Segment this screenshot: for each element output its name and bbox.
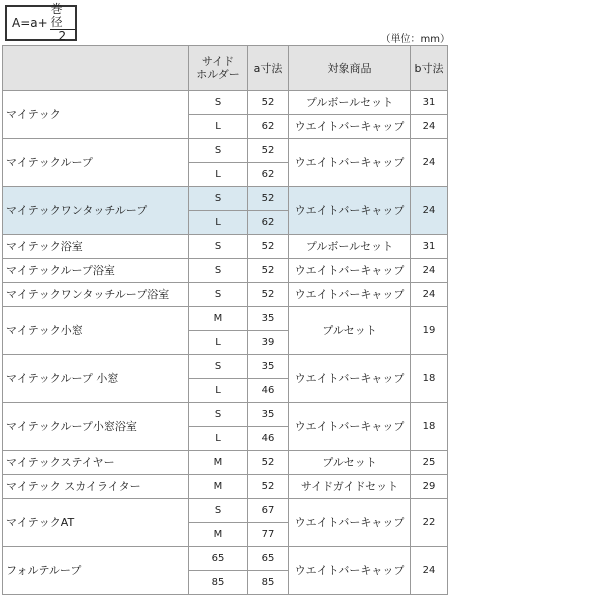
product-series-name: フォルテループ bbox=[3, 547, 189, 595]
b-dimension: 31 bbox=[411, 235, 448, 259]
a-dimension: 52 bbox=[248, 475, 289, 499]
target-product: ウエイトバーキャップ bbox=[289, 547, 411, 595]
product-series-name: マイテックループ 小窓 bbox=[3, 355, 189, 403]
table-row bbox=[3, 259, 448, 283]
a-dimension: 52 bbox=[248, 259, 289, 283]
b-dimension: 19 bbox=[411, 307, 448, 355]
a-dimension: 35 bbox=[248, 355, 289, 379]
b-dimension: 24 bbox=[411, 139, 448, 187]
a-dimension: 62 bbox=[248, 115, 289, 139]
a-dimension: 46 bbox=[248, 427, 289, 451]
target-product: プルボールセット bbox=[289, 235, 411, 259]
a-dimension: 52 bbox=[248, 91, 289, 115]
holder-size: L bbox=[189, 427, 248, 451]
a-dimension: 85 bbox=[248, 571, 289, 595]
a-dimension: 65 bbox=[248, 547, 289, 571]
header-product: 対象商品 bbox=[289, 46, 411, 91]
a-dimension: 39 bbox=[248, 331, 289, 355]
holder-size: M bbox=[189, 523, 248, 547]
a-dimension: 67 bbox=[248, 499, 289, 523]
b-dimension: 24 bbox=[411, 115, 448, 139]
target-product: ウエイトバーキャップ bbox=[289, 499, 411, 547]
product-series-name: マイテックステイヤー bbox=[3, 451, 189, 475]
b-dimension: 24 bbox=[411, 283, 448, 307]
product-series-name: マイテックループ浴室 bbox=[3, 259, 189, 283]
b-dimension: 25 bbox=[411, 451, 448, 475]
product-series-name: マイテック スカイライター bbox=[3, 475, 189, 499]
a-dimension: 52 bbox=[248, 139, 289, 163]
a-dimension: 35 bbox=[248, 307, 289, 331]
holder-size: L bbox=[189, 115, 248, 139]
table-row bbox=[3, 91, 448, 115]
b-dimension: 18 bbox=[411, 403, 448, 451]
target-product: ウエイトバーキャップ bbox=[289, 139, 411, 187]
a-dimension: 52 bbox=[248, 451, 289, 475]
table-row bbox=[3, 499, 448, 523]
target-product: サイドガイドセット bbox=[289, 475, 411, 499]
table-row bbox=[3, 547, 448, 571]
table-row bbox=[3, 139, 448, 163]
table-row bbox=[3, 403, 448, 427]
table-row bbox=[3, 187, 448, 211]
header-holder: サイド ホルダー bbox=[189, 46, 248, 91]
target-product: ウエイトバーキャップ bbox=[289, 283, 411, 307]
product-series-name: マイテックループ bbox=[3, 139, 189, 187]
a-dimension: 62 bbox=[248, 163, 289, 187]
holder-size: L bbox=[189, 163, 248, 187]
holder-size: S bbox=[189, 91, 248, 115]
product-series-name: マイテックワンタッチループ浴室 bbox=[3, 283, 189, 307]
b-dimension: 31 bbox=[411, 91, 448, 115]
dimension-table bbox=[2, 45, 448, 595]
header-b: b寸法 bbox=[411, 46, 448, 91]
a-dimension: 62 bbox=[248, 211, 289, 235]
formula-denominator: 2 bbox=[58, 29, 67, 43]
product-series-name: マイテック浴室 bbox=[3, 235, 189, 259]
table-row bbox=[3, 475, 448, 499]
a-dimension: 52 bbox=[248, 187, 289, 211]
header-name bbox=[3, 46, 189, 91]
formula-fraction bbox=[50, 3, 75, 43]
b-dimension: 24 bbox=[411, 187, 448, 235]
holder-size: S bbox=[189, 403, 248, 427]
target-product: ウエイトバーキャップ bbox=[289, 187, 411, 235]
table-row bbox=[3, 235, 448, 259]
holder-size: M bbox=[189, 475, 248, 499]
holder-size: S bbox=[189, 355, 248, 379]
target-product: ウエイトバーキャップ bbox=[289, 403, 411, 451]
product-series-name: マイテック小窓 bbox=[3, 307, 189, 355]
product-series-name: マイテックループ小窓浴室 bbox=[3, 403, 189, 451]
target-product: ウエイトバーキャップ bbox=[289, 259, 411, 283]
holder-size: S bbox=[189, 235, 248, 259]
formula-lhs: A=a+ bbox=[12, 16, 48, 30]
b-dimension: 24 bbox=[411, 259, 448, 283]
a-dimension: 52 bbox=[248, 283, 289, 307]
holder-size: S bbox=[189, 499, 248, 523]
b-dimension: 24 bbox=[411, 547, 448, 595]
table-row bbox=[3, 283, 448, 307]
b-dimension: 22 bbox=[411, 499, 448, 547]
b-dimension: 29 bbox=[411, 475, 448, 499]
product-series-name: マイテックAT bbox=[3, 499, 189, 547]
table-row bbox=[3, 355, 448, 379]
table-body bbox=[3, 91, 448, 595]
target-product: プルセット bbox=[289, 451, 411, 475]
target-product: プルセット bbox=[289, 307, 411, 355]
product-series-name: マイテックワンタッチループ bbox=[3, 187, 189, 235]
product-series-name: マイテック bbox=[3, 91, 189, 139]
holder-size: L bbox=[189, 211, 248, 235]
table-row bbox=[3, 451, 448, 475]
a-dimension: 52 bbox=[248, 235, 289, 259]
holder-size: M bbox=[189, 451, 248, 475]
header-a: a寸法 bbox=[248, 46, 289, 91]
a-dimension: 35 bbox=[248, 403, 289, 427]
formula-box bbox=[5, 2, 77, 43]
holder-size: S bbox=[189, 259, 248, 283]
holder-size: L bbox=[189, 331, 248, 355]
holder-size: S bbox=[189, 139, 248, 163]
holder-size: L bbox=[189, 379, 248, 403]
holder-size: M bbox=[189, 307, 248, 331]
table-row bbox=[3, 307, 448, 331]
a-dimension: 46 bbox=[248, 379, 289, 403]
b-dimension: 18 bbox=[411, 355, 448, 403]
a-dimension: 77 bbox=[248, 523, 289, 547]
holder-size: S bbox=[189, 283, 248, 307]
target-product: ウエイトバーキャップ bbox=[289, 355, 411, 403]
header-row bbox=[3, 46, 448, 91]
holder-size: S bbox=[189, 187, 248, 211]
holder-size: 85 bbox=[189, 571, 248, 595]
formula-numerator: 巻径 bbox=[50, 3, 75, 30]
holder-size: 65 bbox=[189, 547, 248, 571]
target-product: プルボールセット bbox=[289, 91, 411, 115]
unit-label: （単位：mm） bbox=[380, 34, 450, 45]
target-product: ウエイトバーキャップ bbox=[289, 115, 411, 139]
